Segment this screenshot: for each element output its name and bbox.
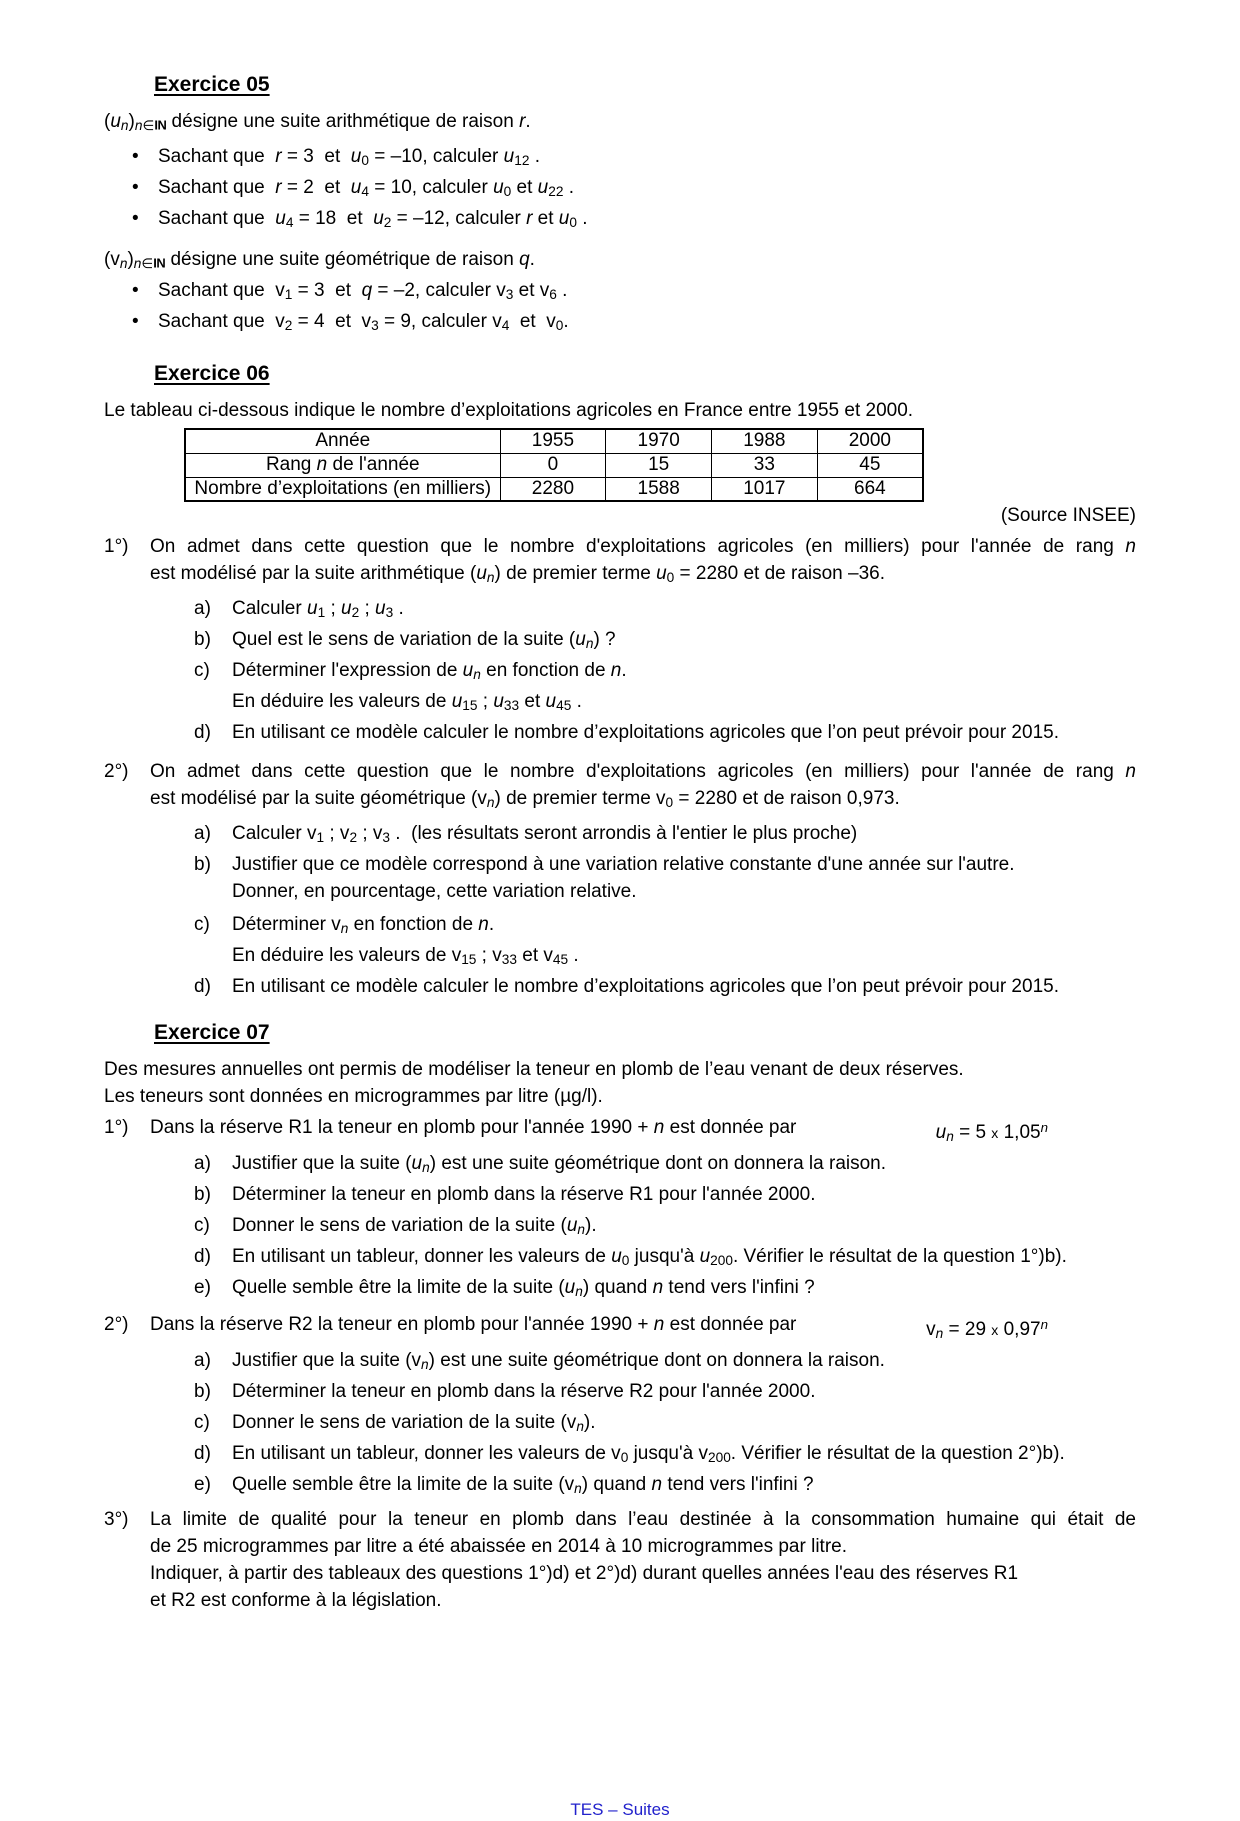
question-item	[194, 1347, 1136, 1378]
item-text: Quelle semble être la limite de la suite (vn) quand n tend vers l'infini ?	[232, 1473, 814, 1496]
question-item	[194, 911, 1136, 942]
question-item	[194, 719, 1136, 746]
question-item	[194, 626, 1136, 657]
question-number: 2°)	[104, 761, 129, 782]
item-text: En déduire les valeurs de u15 ; u33 et u45 .	[232, 691, 582, 713]
question-items	[194, 1150, 1136, 1305]
item-text: Justifier que la suite (vn) est une suite géométrique dont on donnera la raison.	[232, 1349, 885, 1372]
ex07-question-3	[104, 1506, 1136, 1614]
item-label: a)	[194, 598, 211, 619]
item-label: d)	[194, 1442, 211, 1464]
item-text: Donner le sens de variation de la suite (vn).	[232, 1411, 596, 1434]
section-exercice-05	[104, 72, 1136, 339]
table-cell: 0	[500, 453, 606, 477]
table-row-rang	[185, 453, 923, 477]
question-line: et R2 est conforme à la législation.	[150, 1589, 442, 1611]
table-cell: Nombre d’exploitations (en milliers)	[185, 477, 500, 501]
item-label	[194, 688, 232, 719]
table-cell: 15	[606, 453, 712, 477]
exercice-06-intro: Le tableau ci-dessous indique le nombre d’exploitations agricoles en France entre 1955 et 2000.	[104, 400, 914, 421]
bullet-item	[104, 205, 1136, 236]
question-body	[150, 1506, 1136, 1614]
bullet-text: Sachant que u4 = 18 et u2 = –12, calculer r et u0 .	[158, 208, 588, 230]
question-item	[194, 851, 1136, 878]
question-item	[194, 942, 1136, 973]
question-lead: On admet dans cette question que le nombre d'exploitations agricoles (en milliers) pour l'année de rang n	[150, 761, 1136, 782]
table-cell: 1955	[500, 429, 606, 453]
question-item	[194, 1181, 1136, 1208]
formula-vn: vn = 29 x 0,97$^n$	[926, 1316, 1048, 1341]
bullet-list-geometrique	[104, 277, 1136, 339]
question-item	[194, 688, 1136, 719]
question-item	[194, 1471, 1136, 1502]
table-cell: 1017	[712, 477, 818, 501]
ex07-question-1	[104, 1114, 1136, 1305]
question-lead: Dans la réserve R2 la teneur en plomb pour l'année 1990 + n est donnée par	[150, 1313, 797, 1335]
question-item	[194, 1440, 1136, 1471]
question-body	[150, 1311, 1136, 1502]
suite-geometrique-intro: (vn)n∈IN désigne une suite géométrique de raison q.	[104, 249, 535, 271]
exercice-06-title: Exercice 06	[154, 362, 270, 385]
question-item	[194, 1409, 1136, 1440]
question-items	[194, 1347, 1136, 1502]
question-items	[194, 595, 1136, 746]
question-line: de 25 microgrammes par litre a été abaissée en 2014 à 10 microgrammes par litre.	[150, 1535, 847, 1557]
table-cell: Année	[185, 429, 500, 453]
bullet-text: Sachant que v1 = 3 et q = –2, calculer v3 et v6 .	[158, 280, 568, 302]
question-lead: On admet dans cette question que le nombre d'exploitations agricoles (en milliers) pour l'année de rang n	[150, 536, 1136, 557]
item-text: Quel est le sens de variation de la suite (un) ?	[232, 629, 616, 651]
item-label: c)	[194, 660, 210, 681]
question-number: 2°)	[104, 1313, 129, 1335]
item-text: En utilisant ce modèle calculer le nombre d’exploitations agricoles que l’on peut prévoir pour 2015.	[232, 976, 1059, 997]
bullet-icon: •	[132, 280, 139, 301]
bullet-text: Sachant que r = 3 et u0 = –10, calculer u12 .	[158, 146, 540, 168]
bullet-item	[104, 308, 1136, 339]
exploitations-table	[184, 428, 924, 502]
item-label: e)	[194, 1473, 211, 1495]
item-label: a)	[194, 1349, 211, 1371]
item-text: Déterminer vn en fonction de n.	[232, 914, 495, 936]
bullet-icon: •	[132, 311, 139, 332]
item-label: b)	[194, 1183, 211, 1205]
bullet-list-arithmetique	[104, 143, 1136, 236]
item-text: Déterminer la teneur en plomb dans la réserve R2 pour l'année 2000.	[232, 1380, 816, 1402]
table-cell: Rang n de l'année	[185, 453, 500, 477]
item-label: e)	[194, 1276, 211, 1298]
table-cell: 2280	[500, 477, 606, 501]
item-text: En déduire les valeurs de v15 ; v33 et v45 .	[232, 945, 579, 967]
item-label: b)	[194, 854, 211, 875]
item-text: Calculer v1 ; v2 ; v3 . (les résultats seront arrondis à l'entier le plus proche)	[232, 823, 858, 845]
question-lead-row	[150, 1114, 1136, 1150]
question-body	[150, 533, 1136, 746]
question-lead: est modélisé par la suite géométrique (vn) de premier terme v0 = 2280 et de raison 0,973.	[150, 788, 900, 810]
bullet-icon: •	[132, 177, 139, 198]
question-item	[194, 1150, 1136, 1181]
question-item	[194, 820, 1136, 851]
question-lead: est modélisé par la suite arithmétique (un) de premier terme u0 = 2280 et de raison –36.	[150, 563, 885, 585]
question-item	[194, 1378, 1136, 1405]
table-cell: 45	[817, 453, 923, 477]
formula-un: un = 5 x 1,05$^n$	[935, 1120, 1048, 1144]
question-line: Indiquer, à partir des tableaux des questions 1°)d) et 2°)d) durant quelles années l'eau des réserves R1	[150, 1562, 1019, 1584]
question-items	[194, 820, 1136, 1000]
item-label: d)	[194, 976, 211, 997]
table-cell: 2000	[817, 429, 923, 453]
exercice-07-title: Exercice 07	[154, 1021, 270, 1044]
footer-text: TES – Suites	[570, 1799, 670, 1819]
item-text: En utilisant un tableur, donner les valeurs de u0 jusqu'à u200. Vérifier le résultat de la question 1°)b).	[232, 1245, 1067, 1268]
source-note: (Source INSEE)	[1000, 505, 1136, 526]
ex06-question-2	[104, 758, 1136, 1000]
bullet-text: Sachant que r = 2 et u4 = 10, calculer u0 et u22 .	[158, 177, 575, 199]
item-label: c)	[194, 1411, 210, 1433]
ex07-question-2	[104, 1311, 1136, 1502]
question-item	[194, 1212, 1136, 1243]
item-label: a)	[194, 823, 211, 844]
item-text: En utilisant ce modèle calculer le nombre d’exploitations agricoles que l’on peut prévoir pour 2015.	[232, 722, 1059, 743]
question-body	[150, 758, 1136, 1000]
question-lead: Dans la réserve R1 la teneur en plomb pour l'année 1990 + n est donnée par	[150, 1117, 797, 1138]
item-label: c)	[194, 1214, 210, 1236]
suite-arithmetique-intro: (un)n∈IN désigne une suite arithmétique de raison r.	[104, 111, 531, 133]
question-item	[194, 973, 1136, 1000]
item-label: a)	[194, 1152, 211, 1174]
question-number: 3°)	[104, 1508, 129, 1530]
question-line: La limite de qualité pour la teneur en plomb dans l’eau destinée à la consommation humaine qui était de	[150, 1508, 1136, 1530]
item-label: d)	[194, 722, 211, 743]
bullet-icon: •	[132, 208, 139, 229]
table-cell: 33	[712, 453, 818, 477]
table-cell: 664	[817, 477, 923, 501]
table-cell: 1588	[606, 477, 712, 501]
question-item	[194, 657, 1136, 688]
item-label	[194, 878, 232, 905]
table-cell: 1970	[606, 429, 712, 453]
item-text: Déterminer la teneur en plomb dans la réserve R1 pour l'année 2000.	[232, 1183, 816, 1205]
question-item	[194, 1274, 1136, 1305]
item-text: Donner le sens de variation de la suite (un).	[232, 1214, 597, 1237]
item-text: Justifier que ce modèle correspond à une variation relative constante d'une année sur l'autre.	[232, 854, 1015, 875]
bullet-item	[104, 174, 1136, 205]
question-lead-row	[150, 1311, 1136, 1347]
table-cell: 1988	[712, 429, 818, 453]
item-text: Déterminer l'expression de un en fonction de n.	[232, 660, 627, 682]
table-row-annee	[185, 429, 923, 453]
exercice-07-intro: Les teneurs sont données en microgrammes par litre (µg/l).	[104, 1086, 603, 1107]
ex06-question-1	[104, 533, 1136, 746]
bullet-item	[104, 143, 1136, 174]
question-item	[194, 878, 1136, 905]
bullet-item	[104, 277, 1136, 308]
item-label: c)	[194, 914, 210, 935]
item-text: En utilisant un tableur, donner les valeurs de v0 jusqu'à v200. Vérifier le résultat de la question 2°)b).	[232, 1442, 1065, 1465]
question-item	[194, 595, 1136, 626]
item-label: b)	[194, 1380, 211, 1402]
item-label	[194, 942, 232, 973]
exercice-05-title: Exercice 05	[154, 73, 270, 96]
item-label: b)	[194, 629, 211, 650]
table-row-nombre	[185, 477, 923, 501]
question-number: 1°)	[104, 536, 129, 557]
exercice-07-intro: Des mesures annuelles ont permis de modéliser la teneur en plomb de l’eau venant de deux réserves.	[104, 1059, 964, 1080]
section-exercice-07	[104, 1020, 1136, 1614]
bullet-icon: •	[132, 146, 139, 167]
item-text: Quelle semble être la limite de la suite (un) quand n tend vers l'infini ?	[232, 1276, 815, 1299]
question-body	[150, 1114, 1136, 1305]
question-item	[194, 1243, 1136, 1274]
question-number: 1°)	[104, 1117, 129, 1138]
bullet-text: Sachant que v2 = 4 et v3 = 9, calculer v4 et v0.	[158, 311, 569, 333]
item-text: Calculer u1 ; u2 ; u3 .	[232, 598, 404, 620]
item-text: Donner, en pourcentage, cette variation relative.	[232, 881, 637, 902]
item-text: Justifier que la suite (un) est une suite géométrique dont on donnera la raison.	[232, 1152, 887, 1175]
item-label: d)	[194, 1245, 211, 1267]
section-exercice-06	[104, 361, 1136, 1000]
